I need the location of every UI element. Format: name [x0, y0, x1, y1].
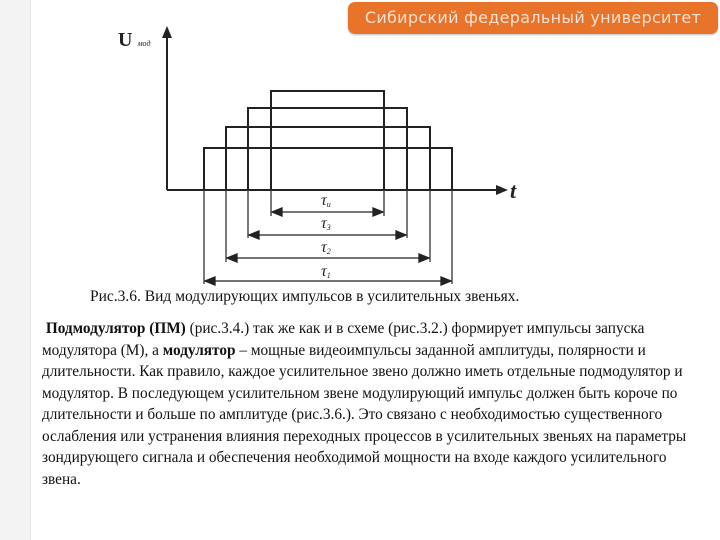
y-axis-arrow-icon: [162, 26, 172, 38]
paragraph-text-2: – мощные видеоимпульсы заданной амплитуды, полярности и длительности. Как правило, каждое усилительное звено должно иметь отдельные подмодулятор и модулятор. В последующем усилительном звене модулирующий импульс должен быть короче по длительности и больше по амплитуде (рис.3.6.). Это связано с необходимостью существенного ослабления или устранения влияния переходных процессов в усилительных звеньях на параметры зондирующего сигнала и обеспечения необходимой мощности на входе каждого усилительного звена.: [42, 341, 687, 488]
arrow-right-icon: [419, 254, 429, 262]
arrow-left-icon: [227, 254, 237, 262]
arrow-left-icon: [272, 208, 282, 216]
label-tau-3: τ3: [321, 215, 331, 232]
y-axis-label: U мод: [118, 29, 151, 51]
figure-caption: Рис.3.6. Вид модулирующих импульсов в усилительных звеньях.: [90, 288, 520, 305]
x-axis-arrow-icon: [496, 185, 508, 195]
label-tau-1: τ1: [321, 263, 331, 280]
label-tau-2: τ2: [321, 239, 331, 256]
label-tau-i: τи: [321, 192, 331, 209]
pulse-1: [204, 148, 452, 190]
arrow-left-icon: [205, 277, 215, 285]
arrow-right-icon: [396, 231, 406, 239]
term-modulator: модулятор: [162, 341, 236, 359]
arrow-left-icon: [249, 231, 259, 239]
pulse-4: [271, 91, 384, 190]
university-header-badge: Сибирский федеральный университет: [348, 2, 718, 34]
arrow-right-icon: [373, 208, 383, 216]
term-submodulator: Подмодулятор (ПМ): [45, 320, 186, 337]
paragraph-text-1: (рис.3.4.) так же как и в схеме (рис.3.2.) формирует импульсы запуска модулятора (М), а: [42, 320, 645, 359]
body-paragraph: [42, 318, 692, 490]
x-axis-label: t: [510, 178, 517, 203]
pulse-2: [226, 127, 430, 190]
arrow-right-icon: [441, 277, 451, 285]
